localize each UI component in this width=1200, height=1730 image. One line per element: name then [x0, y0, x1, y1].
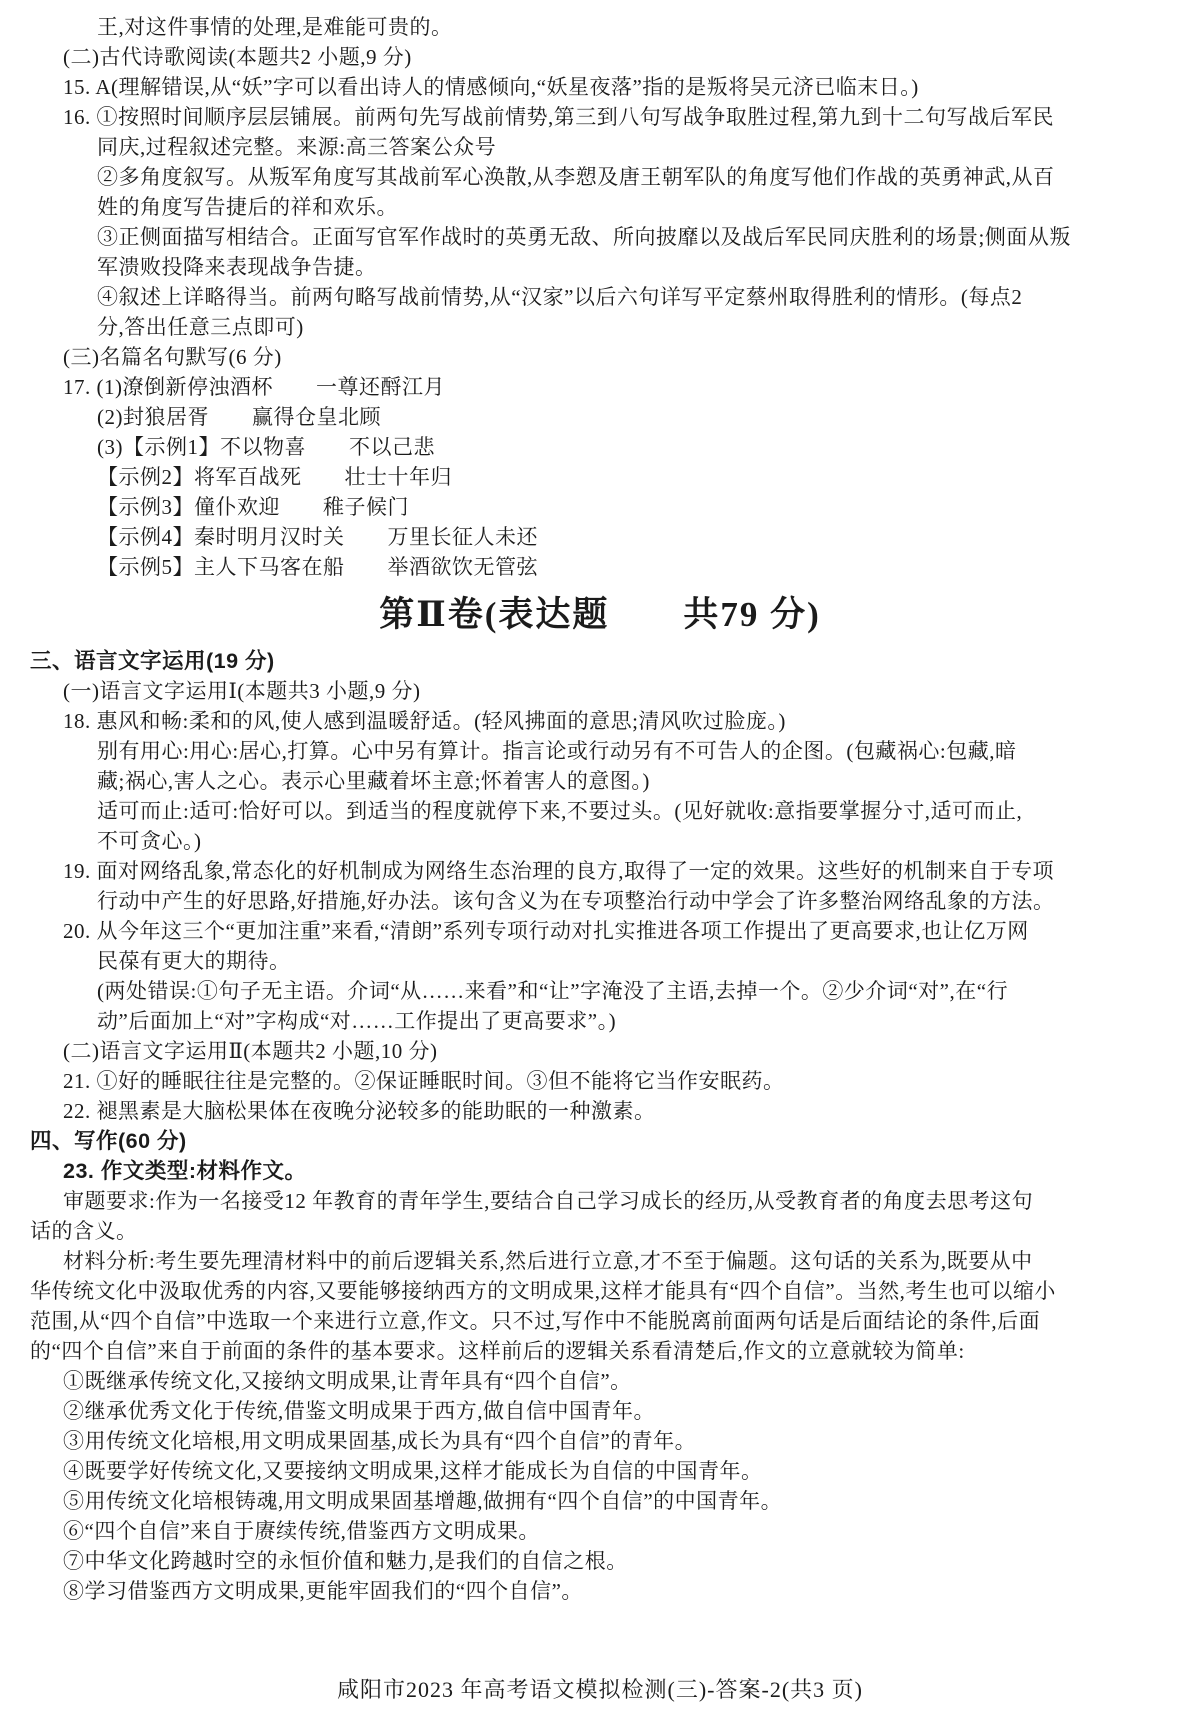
text-line: (两处错误:①句子无主语。介词“从……来看”和“让”字淹没了主语,去掉一个。②少介词“对”,在“行	[97, 979, 1009, 1003]
text-line: 动”后面加上“对”字构成“对……工作提出了更高要求”。)	[97, 1009, 617, 1033]
text-line: 22. 褪黑素是大脑松果体在夜晚分泌较多的能助眠的一种激素。	[63, 1099, 656, 1123]
text-line: 范围,从“四个自信”中选取一个来进行立意,作文。只不过,写作中不能脱离前面两句话是后面结论的条件,后面	[30, 1309, 1041, 1333]
text-line: 别有用心:用心:居心,打算。心中另有算计。指言论或行动另有不可告人的企图。(包藏祸心:包藏,暗	[97, 739, 1017, 763]
text-line: ⑧学习借鉴西方文明成果,更能牢固我们的“四个自信”。	[63, 1579, 583, 1603]
part2-volume-heading: 第Ⅱ卷(表达题 共79 分)	[379, 595, 821, 634]
text-line: ②多角度叙写。从叛军角度写其战前军心涣散,从李愬及唐王朝军队的角度写他们作战的英勇神武,从百	[97, 165, 1055, 189]
text-line: (三)名篇名句默写(6 分)	[63, 345, 282, 369]
text-line: 17. (1)潦倒新停浊酒杯 一尊还酹江月	[63, 375, 445, 399]
text-line: ④既要学好传统文化,又要接纳文明成果,这样才能成长为自信的中国青年。	[63, 1459, 763, 1483]
bold-section-heading: 23. 作文类型:材料作文。	[63, 1159, 307, 1183]
text-line: (2)封狼居胥 赢得仓皇北顾	[97, 405, 381, 429]
text-line: 【示例3】僮仆欢迎 稚子候门	[97, 495, 409, 519]
text-line: (一)语言文字运用Ⅰ(本题共3 小题,9 分)	[63, 679, 421, 703]
text-line: 民葆有更大的期待。	[97, 949, 291, 973]
text-line: 行动中产生的好思路,好措施,好办法。该句含义为在专项整治行动中学会了许多整治网络乱象的方法。	[97, 889, 1055, 913]
text-line: 军溃败投降来表现战争告捷。	[97, 255, 377, 279]
text-line: 话的含义。	[30, 1219, 138, 1243]
text-line: ①既继承传统文化,又接纳文明成果,让青年具有“四个自信”。	[63, 1369, 632, 1393]
text-line: ③正侧面描写相结合。正面写官军作战时的英勇无敌、所向披靡以及战后军民同庆胜利的场景;侧面从叛	[97, 225, 1071, 249]
text-line: 华传统文化中汲取优秀的内容,又要能够接纳西方的文明成果,这样才能具有“四个自信”。当然,考生也可以缩小	[30, 1279, 1056, 1303]
text-line: (二)古代诗歌阅读(本题共2 小题,9 分)	[63, 45, 412, 69]
bold-section-heading: 三、语言文字运用(19 分)	[30, 649, 275, 673]
text-line: 【示例4】秦时明月汉时关 万里长征人未还	[97, 525, 538, 549]
text-line: 【示例2】将军百战死 壮士十年归	[97, 465, 452, 489]
text-line: 适可而止:适可:恰好可以。到适当的程度就停下来,不要过头。(见好就收:意指要掌握分寸,适可而止,	[97, 799, 1023, 823]
text-line: ②继承优秀文化于传统,借鉴文明成果于西方,做自信中国青年。	[63, 1399, 655, 1423]
text-line: 【示例5】主人下马客在船 举酒欲饮无管弦	[97, 555, 538, 579]
text-line: 不可贪心。)	[97, 829, 202, 853]
text-line: 同庆,过程叙述完整。来源:高三答案公众号	[97, 135, 497, 159]
text-line: 19. 面对网络乱象,常态化的好机制成为网络生态治理的良方,取得了一定的效果。这些好的机制来自于专项	[63, 859, 1054, 883]
text-line: (二)语言文字运用Ⅱ(本题共2 小题,10 分)	[63, 1039, 438, 1063]
text-line: ⑥“四个自信”来自于赓续传统,借鉴西方文明成果。	[63, 1519, 540, 1543]
text-line: ④叙述上详略得当。前两句略写战前情势,从“汉家”以后六句详写平定蔡州取得胜利的情形。(每点2	[97, 285, 1023, 309]
text-line: 21. ①好的睡眠往往是完整的。②保证睡眠时间。③但不能将它当作安眠药。	[63, 1069, 785, 1093]
text-line: 的“四个自信”来自于前面的条件的基本要求。这样前后的逻辑关系看清楚后,作文的立意就较为简单:	[30, 1339, 965, 1363]
page-footer: 咸阳市2023 年高考语文模拟检测(三)-答案-2(共3 页)	[337, 1677, 863, 1702]
text-line: ⑤用传统文化培根铸魂,用文明成果固基增趣,做拥有“四个自信”的中国青年。	[63, 1489, 783, 1513]
text-line: 藏;祸心,害人之心。表示心里藏着坏主意;怀着害人的意图。)	[97, 769, 650, 793]
text-line: 王,对这件事情的处理,是难能可贵的。	[97, 15, 453, 39]
text-line: 16. ①按照时间顺序层层铺展。前两句先写战前情势,第三到八句写战争取胜过程,第九到十二句写战后军民	[63, 105, 1054, 129]
text-line: 姓的角度写告捷后的祥和欢乐。	[97, 195, 398, 219]
text-line: ⑦中华文化跨越时空的永恒价值和魅力,是我们的自信之根。	[63, 1549, 628, 1573]
text-line: 审题要求:作为一名接受12 年教育的青年学生,要结合自己学习成长的经历,从受教育者的角度去思考这句	[63, 1189, 1034, 1213]
text-line: ③用传统文化培根,用文明成果固基,成长为具有“四个自信”的青年。	[63, 1429, 697, 1453]
bold-section-heading: 四、写作(60 分)	[30, 1129, 187, 1153]
text-line: 材料分析:考生要先理清材料中的前后逻辑关系,然后进行立意,才不至于偏题。这句话的关系为,既要从中	[63, 1249, 1033, 1273]
text-line: 20. 从今年这三个“更加注重”来看,“清朗”系列专项行动对扎实推进各项工作提出了更高要求,也让亿万网	[63, 919, 1029, 943]
text-line: 分,答出任意三点即可)	[97, 315, 304, 339]
text-line: (3)【示例1】不以物喜 不以己悲	[97, 435, 435, 459]
text-line: 18. 惠风和畅:柔和的风,使人感到温暖舒适。(轻风拂面的意思;清风吹过脸庞。)	[63, 709, 786, 733]
text-line: 15. A(理解错误,从“妖”字可以看出诗人的情感倾向,“妖星夜落”指的是叛将吴元济已临末日。)	[63, 75, 919, 99]
